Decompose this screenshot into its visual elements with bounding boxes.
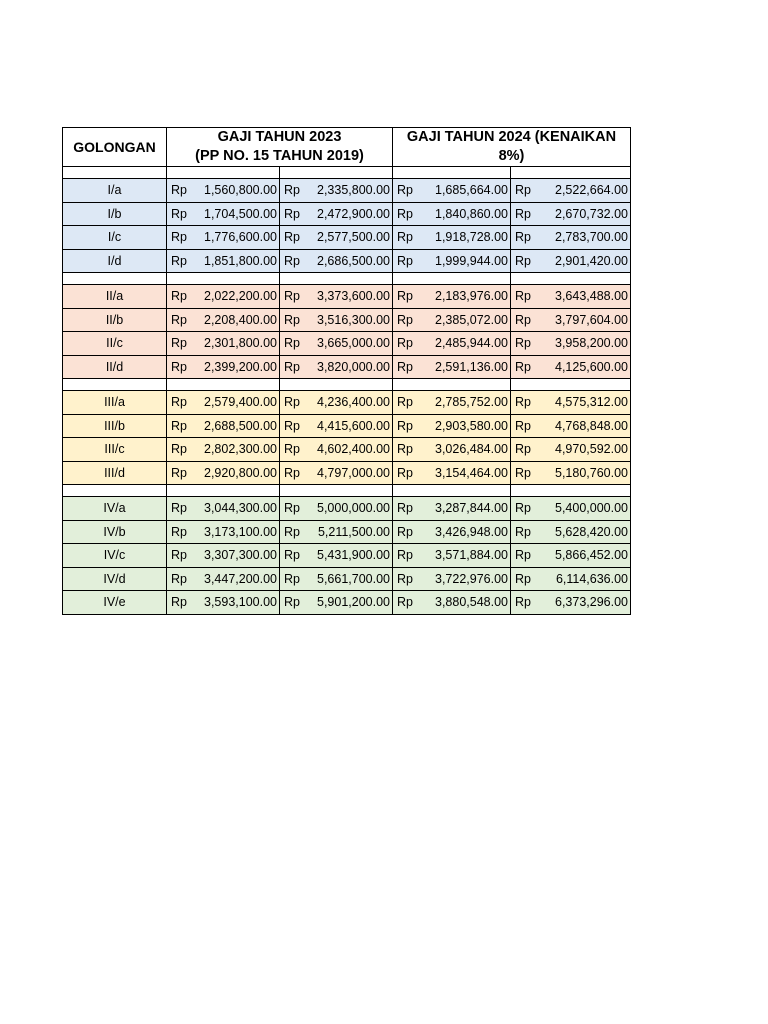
- currency-label: Rp: [284, 206, 300, 221]
- currency-label: Rp: [171, 289, 187, 304]
- currency-label: Rp: [284, 442, 300, 457]
- amount-value: 1,704,500.00: [204, 206, 277, 221]
- min-2023-cell: [167, 544, 280, 568]
- currency-label: Rp: [397, 548, 413, 563]
- currency-label: Rp: [515, 183, 531, 198]
- table-row: [63, 355, 631, 379]
- golongan-cell: III/c: [63, 438, 167, 462]
- currency-label: Rp: [284, 230, 300, 245]
- currency-label: Rp: [284, 312, 300, 327]
- max-2023-cell: [280, 497, 393, 521]
- currency-label: Rp: [171, 418, 187, 433]
- amount-value: 3,958,200.00: [555, 336, 628, 351]
- currency-label: Rp: [171, 395, 187, 410]
- max-2024-cell: [511, 461, 631, 485]
- min-2024-cell: [393, 285, 511, 309]
- amount-value: 2,670,732.00: [555, 206, 628, 221]
- min-2024-cell: [393, 308, 511, 332]
- table-row: [63, 567, 631, 591]
- amount-value: 2,783,700.00: [555, 230, 628, 245]
- gaji-2024-header: [393, 128, 631, 167]
- amount-value: 3,044,300.00: [204, 501, 277, 516]
- amount-value: 2,785,752.00: [435, 395, 508, 410]
- table-row: [63, 202, 631, 226]
- currency-label: Rp: [397, 312, 413, 327]
- amount-value: 1,560,800.00: [204, 183, 277, 198]
- max-2024-cell: [511, 520, 631, 544]
- golongan-cell: II/a: [63, 285, 167, 309]
- max-2023-cell: [280, 391, 393, 415]
- amount-value: 3,173,100.00: [204, 524, 277, 539]
- amount-value: 3,722,976.00: [435, 571, 508, 586]
- min-2024-cell: [393, 438, 511, 462]
- gaji-2023-header: [167, 128, 393, 167]
- max-2023-cell: [280, 438, 393, 462]
- min-2023-cell: [167, 591, 280, 615]
- salary-table: [62, 127, 631, 615]
- spacer-cell: [167, 167, 280, 179]
- spacer-cell: [63, 379, 167, 391]
- min-2024-cell: [393, 461, 511, 485]
- min-2024-cell: [393, 332, 511, 356]
- max-2023-cell: [280, 249, 393, 273]
- amount-value: 4,236,400.00: [317, 395, 390, 410]
- currency-label: Rp: [284, 595, 300, 610]
- currency-label: Rp: [284, 524, 300, 539]
- min-2023-cell: [167, 308, 280, 332]
- currency-label: Rp: [397, 289, 413, 304]
- currency-label: Rp: [515, 465, 531, 480]
- amount-value: 3,154,464.00: [435, 465, 508, 480]
- amount-value: 4,797,000.00: [317, 465, 390, 480]
- amount-value: 2,579,400.00: [204, 395, 277, 410]
- currency-label: Rp: [284, 183, 300, 198]
- spacer-cell: [393, 273, 511, 285]
- max-2023-cell: [280, 591, 393, 615]
- max-2024-cell: [511, 202, 631, 226]
- amount-value: 2,472,900.00: [317, 206, 390, 221]
- currency-label: Rp: [284, 253, 300, 268]
- amount-value: 1,840,860.00: [435, 206, 508, 221]
- min-2023-cell: [167, 332, 280, 356]
- amount-value: 2,591,136.00: [435, 359, 508, 374]
- spacer-row: [63, 167, 631, 179]
- currency-label: Rp: [171, 359, 187, 374]
- currency-label: Rp: [171, 312, 187, 327]
- min-2024-cell: [393, 355, 511, 379]
- golongan-cell: IV/b: [63, 520, 167, 544]
- amount-value: 3,026,484.00: [435, 442, 508, 457]
- currency-label: Rp: [515, 395, 531, 410]
- max-2023-cell: [280, 202, 393, 226]
- currency-label: Rp: [171, 230, 187, 245]
- spacer-cell: [167, 379, 280, 391]
- currency-label: Rp: [171, 595, 187, 610]
- amount-value: 5,661,700.00: [317, 571, 390, 586]
- min-2024-cell: [393, 391, 511, 415]
- amount-value: 2,802,300.00: [204, 442, 277, 457]
- amount-value: 5,901,200.00: [317, 595, 390, 610]
- currency-label: Rp: [397, 253, 413, 268]
- currency-label: Rp: [284, 395, 300, 410]
- max-2023-cell: [280, 226, 393, 250]
- amount-value: 2,686,500.00: [317, 253, 390, 268]
- table-row: [63, 414, 631, 438]
- golongan-cell: I/c: [63, 226, 167, 250]
- min-2024-cell: [393, 202, 511, 226]
- max-2023-cell: [280, 544, 393, 568]
- max-2023-cell: [280, 414, 393, 438]
- amount-value: 3,447,200.00: [204, 571, 277, 586]
- amount-value: 2,485,944.00: [435, 336, 508, 351]
- currency-label: Rp: [515, 418, 531, 433]
- amount-value: 3,665,000.00: [317, 336, 390, 351]
- min-2023-cell: [167, 249, 280, 273]
- currency-label: Rp: [397, 501, 413, 516]
- currency-label: Rp: [397, 571, 413, 586]
- table-row: [63, 544, 631, 568]
- currency-label: Rp: [397, 230, 413, 245]
- spacer-cell: [63, 273, 167, 285]
- amount-value: 2,903,580.00: [435, 418, 508, 433]
- currency-label: Rp: [171, 183, 187, 198]
- currency-label: Rp: [171, 206, 187, 221]
- amount-value: 1,999,944.00: [435, 253, 508, 268]
- currency-label: Rp: [171, 465, 187, 480]
- currency-label: Rp: [284, 571, 300, 586]
- currency-label: Rp: [515, 548, 531, 563]
- spacer-row: [63, 485, 631, 497]
- amount-value: 3,426,948.00: [435, 524, 508, 539]
- spacer-row: [63, 379, 631, 391]
- golongan-cell: I/a: [63, 179, 167, 203]
- table-row: [63, 391, 631, 415]
- golongan-cell: I/d: [63, 249, 167, 273]
- amount-value: 6,114,636.00: [555, 571, 628, 586]
- max-2024-cell: [511, 249, 631, 273]
- gaji-2023-header-line2: (PP NO. 15 TAHUN 2019): [195, 148, 364, 164]
- spacer-cell: [511, 167, 631, 179]
- currency-label: Rp: [397, 524, 413, 539]
- max-2024-cell: [511, 391, 631, 415]
- currency-label: Rp: [515, 206, 531, 221]
- amount-value: 5,628,420.00: [555, 524, 628, 539]
- currency-label: Rp: [397, 595, 413, 610]
- amount-value: 3,820,000.00: [317, 359, 390, 374]
- min-2023-cell: [167, 355, 280, 379]
- amount-value: 4,970,592.00: [555, 442, 628, 457]
- golongan-cell: IV/d: [63, 567, 167, 591]
- amount-value: 2,335,800.00: [317, 183, 390, 198]
- spacer-cell: [63, 485, 167, 497]
- currency-label: Rp: [515, 501, 531, 516]
- max-2023-cell: [280, 520, 393, 544]
- currency-label: Rp: [171, 442, 187, 457]
- currency-label: Rp: [515, 595, 531, 610]
- amount-value: 5,211,500.00: [317, 524, 390, 539]
- amount-value: 2,920,800.00: [204, 465, 277, 480]
- min-2023-cell: [167, 520, 280, 544]
- spacer-cell: [393, 485, 511, 497]
- spacer-cell: [280, 379, 393, 391]
- max-2024-cell: [511, 438, 631, 462]
- min-2023-cell: [167, 461, 280, 485]
- max-2023-cell: [280, 567, 393, 591]
- golongan-cell: II/d: [63, 355, 167, 379]
- amount-value: 4,602,400.00: [317, 442, 390, 457]
- gaji-2024-header-line2: 8%): [498, 148, 525, 164]
- currency-label: Rp: [515, 524, 531, 539]
- amount-value: 5,000,000.00: [317, 501, 390, 516]
- table-row: [63, 461, 631, 485]
- min-2023-cell: [167, 391, 280, 415]
- amount-value: 2,577,500.00: [317, 230, 390, 245]
- amount-value: 2,183,976.00: [435, 289, 508, 304]
- amount-value: 1,776,600.00: [204, 230, 277, 245]
- spacer-cell: [280, 485, 393, 497]
- amount-value: 3,797,604.00: [555, 312, 628, 327]
- amount-value: 5,180,760.00: [555, 465, 628, 480]
- table-row: [63, 332, 631, 356]
- gaji-2023-header-line1: GAJI TAHUN 2023: [217, 129, 342, 145]
- table-row: [63, 497, 631, 521]
- max-2023-cell: [280, 285, 393, 309]
- currency-label: Rp: [397, 442, 413, 457]
- min-2023-cell: [167, 438, 280, 462]
- spacer-row: [63, 273, 631, 285]
- currency-label: Rp: [515, 312, 531, 327]
- max-2024-cell: [511, 226, 631, 250]
- golongan-cell: III/b: [63, 414, 167, 438]
- max-2023-cell: [280, 332, 393, 356]
- amount-value: 3,373,600.00: [317, 289, 390, 304]
- min-2023-cell: [167, 202, 280, 226]
- min-2024-cell: [393, 520, 511, 544]
- golongan-cell: IV/a: [63, 497, 167, 521]
- amount-value: 2,022,200.00: [204, 289, 277, 304]
- golongan-cell: III/d: [63, 461, 167, 485]
- currency-label: Rp: [171, 524, 187, 539]
- amount-value: 3,880,548.00: [435, 595, 508, 610]
- min-2023-cell: [167, 179, 280, 203]
- max-2024-cell: [511, 355, 631, 379]
- golongan-cell: II/c: [63, 332, 167, 356]
- currency-label: Rp: [171, 336, 187, 351]
- currency-label: Rp: [515, 442, 531, 457]
- amount-value: 3,307,300.00: [204, 548, 277, 563]
- amount-value: 2,522,664.00: [555, 183, 628, 198]
- golongan-cell: II/b: [63, 308, 167, 332]
- currency-label: Rp: [397, 395, 413, 410]
- amount-value: 1,851,800.00: [204, 253, 277, 268]
- table-row: [63, 520, 631, 544]
- currency-label: Rp: [284, 289, 300, 304]
- amount-value: 5,431,900.00: [317, 548, 390, 563]
- currency-label: Rp: [397, 359, 413, 374]
- min-2024-cell: [393, 591, 511, 615]
- spacer-cell: [511, 273, 631, 285]
- currency-label: Rp: [284, 359, 300, 374]
- spacer-cell: [280, 167, 393, 179]
- max-2024-cell: [511, 332, 631, 356]
- golongan-cell: IV/e: [63, 591, 167, 615]
- min-2024-cell: [393, 497, 511, 521]
- amount-value: 4,575,312.00: [555, 395, 628, 410]
- golongan-cell: IV/c: [63, 544, 167, 568]
- spacer-cell: [393, 379, 511, 391]
- amount-value: 3,643,488.00: [555, 289, 628, 304]
- amount-value: 4,768,848.00: [555, 418, 628, 433]
- max-2024-cell: [511, 544, 631, 568]
- currency-label: Rp: [171, 571, 187, 586]
- max-2024-cell: [511, 567, 631, 591]
- amount-value: 2,208,400.00: [204, 312, 277, 327]
- currency-label: Rp: [515, 289, 531, 304]
- currency-label: Rp: [397, 336, 413, 351]
- max-2024-cell: [511, 308, 631, 332]
- min-2024-cell: [393, 249, 511, 273]
- amount-value: 5,400,000.00: [555, 501, 628, 516]
- currency-label: Rp: [397, 206, 413, 221]
- max-2024-cell: [511, 591, 631, 615]
- header-row: [63, 128, 631, 167]
- max-2023-cell: [280, 308, 393, 332]
- table-row: [63, 308, 631, 332]
- currency-label: Rp: [515, 359, 531, 374]
- max-2024-cell: [511, 285, 631, 309]
- amount-value: 2,688,500.00: [204, 418, 277, 433]
- min-2024-cell: [393, 179, 511, 203]
- min-2024-cell: [393, 544, 511, 568]
- min-2023-cell: [167, 497, 280, 521]
- table-row: [63, 226, 631, 250]
- golongan-header-label: GOLONGAN: [73, 138, 156, 155]
- currency-label: Rp: [284, 336, 300, 351]
- amount-value: 2,901,420.00: [555, 253, 628, 268]
- min-2024-cell: [393, 567, 511, 591]
- gaji-2024-header-line1: GAJI TAHUN 2024 (KENAIKAN: [406, 129, 617, 145]
- spacer-cell: [167, 273, 280, 285]
- currency-label: Rp: [284, 465, 300, 480]
- currency-label: Rp: [515, 336, 531, 351]
- amount-value: 1,685,664.00: [435, 183, 508, 198]
- amount-value: 6,373,296.00: [555, 595, 628, 610]
- currency-label: Rp: [284, 418, 300, 433]
- currency-label: Rp: [284, 501, 300, 516]
- amount-value: 3,571,884.00: [435, 548, 508, 563]
- spacer-cell: [63, 167, 167, 179]
- max-2024-cell: [511, 414, 631, 438]
- currency-label: Rp: [397, 183, 413, 198]
- table-row: [63, 179, 631, 203]
- max-2023-cell: [280, 461, 393, 485]
- spacer-cell: [511, 379, 631, 391]
- table-row: [63, 249, 631, 273]
- spacer-cell: [280, 273, 393, 285]
- currency-label: Rp: [515, 571, 531, 586]
- currency-label: Rp: [515, 230, 531, 245]
- amount-value: 3,516,300.00: [317, 312, 390, 327]
- min-2024-cell: [393, 226, 511, 250]
- min-2023-cell: [167, 226, 280, 250]
- min-2023-cell: [167, 414, 280, 438]
- currency-label: Rp: [397, 418, 413, 433]
- max-2024-cell: [511, 179, 631, 203]
- currency-label: Rp: [171, 253, 187, 268]
- min-2023-cell: [167, 285, 280, 309]
- currency-label: Rp: [171, 501, 187, 516]
- amount-value: 2,399,200.00: [204, 359, 277, 374]
- amount-value: 4,415,600.00: [317, 418, 390, 433]
- table-row: [63, 438, 631, 462]
- max-2024-cell: [511, 497, 631, 521]
- amount-value: 2,385,072.00: [435, 312, 508, 327]
- currency-label: Rp: [284, 548, 300, 563]
- amount-value: 1,918,728.00: [435, 230, 508, 245]
- golongan-cell: I/b: [63, 202, 167, 226]
- spacer-cell: [511, 485, 631, 497]
- golongan-cell: III/a: [63, 391, 167, 415]
- amount-value: 2,301,800.00: [204, 336, 277, 351]
- max-2023-cell: [280, 355, 393, 379]
- table-row: [63, 591, 631, 615]
- amount-value: 4,125,600.00: [555, 359, 628, 374]
- currency-label: Rp: [171, 548, 187, 563]
- min-2024-cell: [393, 414, 511, 438]
- spacer-cell: [167, 485, 280, 497]
- golongan-header: [63, 128, 167, 167]
- max-2023-cell: [280, 179, 393, 203]
- amount-value: 3,593,100.00: [204, 595, 277, 610]
- currency-label: Rp: [397, 465, 413, 480]
- amount-value: 3,287,844.00: [435, 501, 508, 516]
- min-2023-cell: [167, 567, 280, 591]
- currency-label: Rp: [515, 253, 531, 268]
- amount-value: 5,866,452.00: [555, 548, 628, 563]
- table-row: [63, 285, 631, 309]
- spacer-cell: [393, 167, 511, 179]
